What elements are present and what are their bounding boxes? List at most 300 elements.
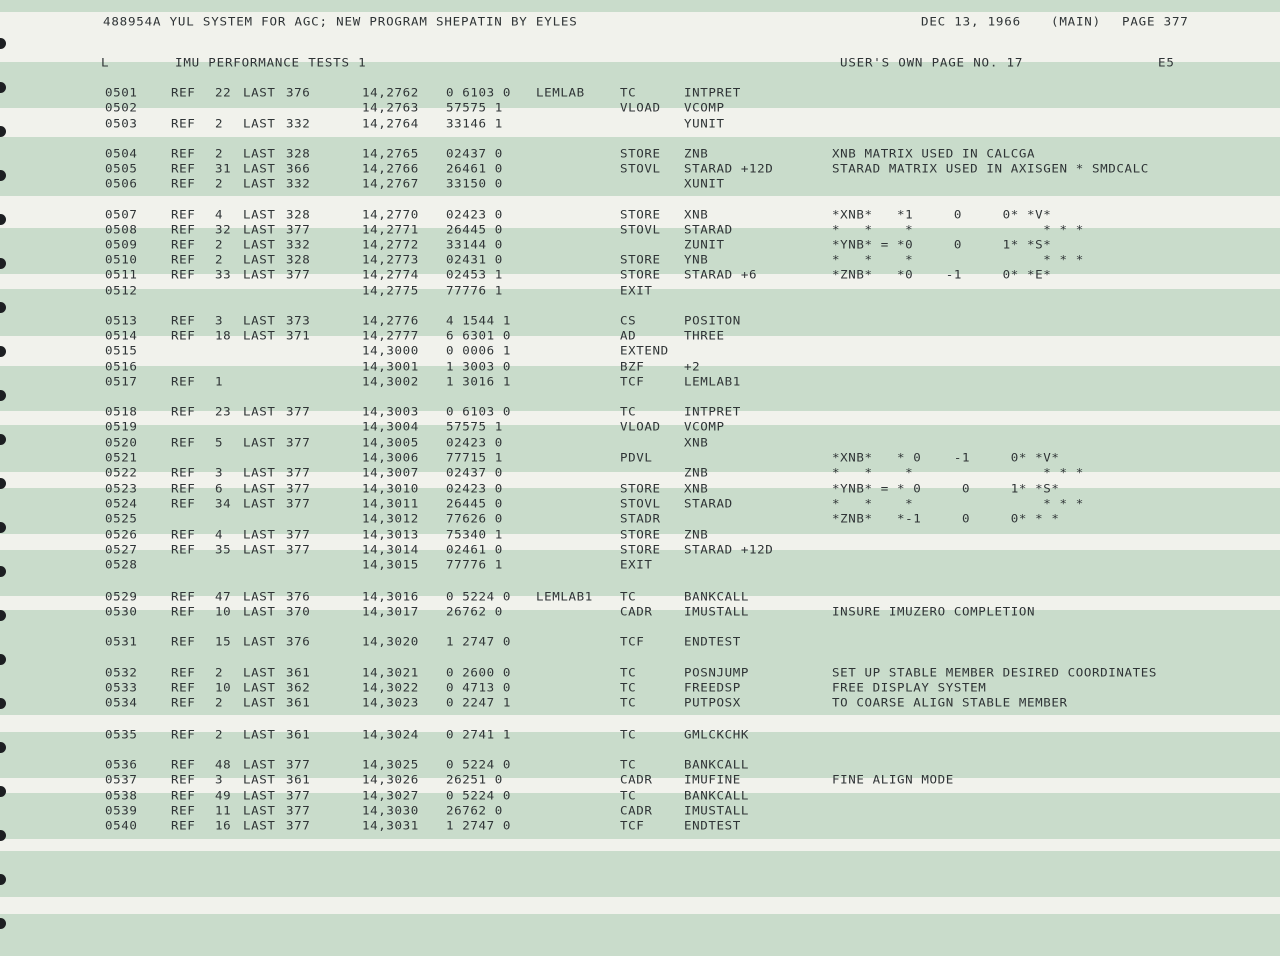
feed-hole-icon	[0, 346, 6, 357]
line-number: 0535	[105, 727, 138, 742]
feed-hole-icon	[0, 390, 6, 401]
opcode: VLOAD	[620, 419, 661, 434]
section-title: IMU PERFORMANCE TESTS 1	[175, 55, 367, 70]
opcode: TC	[620, 695, 637, 710]
last-page: 361	[286, 665, 311, 680]
listing-l-marker: L	[101, 55, 110, 70]
listing-main-marker: (MAIN)	[1051, 14, 1101, 29]
line-number: 0515	[105, 343, 138, 358]
ref-count: 3	[215, 465, 224, 480]
address: 14,3006	[362, 450, 419, 465]
address: 14,3002	[362, 374, 419, 389]
last-marker: LAST	[243, 665, 276, 680]
greenbar-stripe	[0, 851, 1280, 897]
operand: BANKCALL	[684, 757, 750, 772]
octal-word: 75340 1	[446, 527, 503, 542]
opcode: CADR	[620, 803, 653, 818]
ref-marker: REF	[171, 465, 196, 480]
address: 14,3030	[362, 803, 419, 818]
opcode: STORE	[620, 527, 661, 542]
last-marker: LAST	[243, 542, 276, 557]
line-number: 0540	[105, 818, 138, 833]
listing-header-title: 488954A YUL SYSTEM FOR AGC; NEW PROGRAM SHEPATIN BY EYLES	[103, 14, 578, 29]
last-page: 371	[286, 328, 311, 343]
octal-word: 77776 1	[446, 557, 503, 572]
opcode: TCF	[620, 634, 645, 649]
operand: BANKCALL	[684, 589, 750, 604]
line-number: 0507	[105, 207, 138, 222]
last-page: 377	[286, 757, 311, 772]
ref-marker: REF	[171, 589, 196, 604]
feed-hole-icon	[0, 830, 6, 841]
last-marker: LAST	[243, 176, 276, 191]
last-marker: LAST	[243, 465, 276, 480]
line-number: 0505	[105, 161, 138, 176]
address: 14,2767	[362, 176, 419, 191]
operand: ENDTEST	[684, 818, 741, 833]
last-marker: LAST	[243, 803, 276, 818]
operand: XNB	[684, 435, 709, 450]
opcode: STOVL	[620, 161, 661, 176]
ref-count: 2	[215, 727, 224, 742]
operand: ZNB	[684, 527, 709, 542]
address: 14,3027	[362, 788, 419, 803]
last-marker: LAST	[243, 207, 276, 222]
feed-hole-icon	[0, 478, 6, 489]
comment: * * * * * *	[832, 252, 1084, 267]
last-page: 377	[286, 267, 311, 282]
opcode: STORE	[620, 252, 661, 267]
octal-word: 0 6103 0	[446, 404, 512, 419]
comment: SET UP STABLE MEMBER DESIRED COORDINATES	[832, 665, 1158, 680]
last-marker: LAST	[243, 222, 276, 237]
line-number: 0506	[105, 176, 138, 191]
address: 14,2765	[362, 146, 419, 161]
address: 14,3024	[362, 727, 419, 742]
ref-marker: REF	[171, 680, 196, 695]
address: 14,3016	[362, 589, 419, 604]
octal-word: 1 3003 0	[446, 359, 512, 374]
operand: IMUSTALL	[684, 803, 750, 818]
last-page: 332	[286, 176, 311, 191]
opcode: TC	[620, 85, 637, 100]
feed-hole-icon	[0, 434, 6, 445]
listing-page-number: PAGE 377	[1122, 14, 1189, 29]
tractor-feed-holes	[0, 0, 10, 956]
opcode: EXIT	[620, 283, 653, 298]
operand: IMUFINE	[684, 772, 741, 787]
opcode: TC	[620, 665, 637, 680]
last-marker: LAST	[243, 589, 276, 604]
octal-word: 1 3016 1	[446, 374, 512, 389]
octal-word: 4 1544 1	[446, 313, 512, 328]
ref-count: 16	[215, 818, 232, 833]
opcode: TC	[620, 680, 637, 695]
last-page: 361	[286, 695, 311, 710]
opcode: STORE	[620, 542, 661, 557]
address: 14,3017	[362, 604, 419, 619]
opcode: TC	[620, 589, 637, 604]
operand: XNB	[684, 481, 709, 496]
operand: INTPRET	[684, 404, 741, 419]
feed-hole-icon	[0, 918, 6, 929]
operand: YNB	[684, 252, 709, 267]
ref-count: 18	[215, 328, 232, 343]
line-number: 0536	[105, 757, 138, 772]
feed-hole-icon	[0, 786, 6, 797]
address: 14,3003	[362, 404, 419, 419]
line-number: 0504	[105, 146, 138, 161]
comment: FREE DISPLAY SYSTEM	[832, 680, 987, 695]
ref-marker: REF	[171, 772, 196, 787]
last-marker: LAST	[243, 788, 276, 803]
ref-marker: REF	[171, 176, 196, 191]
line-number: 0527	[105, 542, 138, 557]
last-page: 373	[286, 313, 311, 328]
last-marker: LAST	[243, 85, 276, 100]
last-page: 366	[286, 161, 311, 176]
line-number: 0518	[105, 404, 138, 419]
ref-count: 2	[215, 252, 224, 267]
operand: THREE	[684, 328, 725, 343]
feed-hole-icon	[0, 38, 6, 49]
opcode: TCF	[620, 374, 645, 389]
operand: INTPRET	[684, 85, 741, 100]
last-page: 328	[286, 252, 311, 267]
symbol-label: LEMLAB1	[536, 589, 593, 604]
last-marker: LAST	[243, 772, 276, 787]
ref-count: 6	[215, 481, 224, 496]
ref-marker: REF	[171, 85, 196, 100]
octal-word: 0 2600 0	[446, 665, 512, 680]
octal-word: 02431 0	[446, 252, 503, 267]
last-page: 332	[286, 116, 311, 131]
last-page: 328	[286, 207, 311, 222]
comment: *XNB* * 0 -1 0* *V*	[832, 450, 1060, 465]
address: 14,2776	[362, 313, 419, 328]
ref-count: 1	[215, 374, 224, 389]
line-number: 0520	[105, 435, 138, 450]
opcode: AD	[620, 328, 637, 343]
ref-count: 47	[215, 589, 232, 604]
octal-word: 26445 0	[446, 496, 503, 511]
operand: STARAD +12D	[684, 542, 774, 557]
address: 14,3020	[362, 634, 419, 649]
ref-count: 2	[215, 695, 224, 710]
comment: *YNB* = * 0 0 1* *S*	[832, 481, 1060, 496]
ref-count: 33	[215, 267, 232, 282]
comment: INSURE IMUZERO COMPLETION	[832, 604, 1036, 619]
address: 14,2775	[362, 283, 419, 298]
last-marker: LAST	[243, 727, 276, 742]
last-page: 376	[286, 589, 311, 604]
ref-marker: REF	[171, 116, 196, 131]
octal-word: 77776 1	[446, 283, 503, 298]
address: 14,2764	[362, 116, 419, 131]
last-page: 328	[286, 146, 311, 161]
last-marker: LAST	[243, 252, 276, 267]
ref-marker: REF	[171, 542, 196, 557]
line-number: 0529	[105, 589, 138, 604]
line-number: 0528	[105, 557, 138, 572]
section-code: E5	[1158, 55, 1175, 70]
address: 14,3000	[362, 343, 419, 358]
operand: LEMLAB1	[684, 374, 741, 389]
operand: STARAD	[684, 222, 733, 237]
ref-marker: REF	[171, 161, 196, 176]
greenbar-stripe	[0, 914, 1280, 956]
feed-hole-icon	[0, 874, 6, 885]
last-page: 377	[286, 803, 311, 818]
operand: YUNIT	[684, 116, 725, 131]
line-number: 0524	[105, 496, 138, 511]
last-marker: LAST	[243, 404, 276, 419]
last-page: 377	[286, 788, 311, 803]
last-page: 377	[286, 435, 311, 450]
octal-word: 33144 0	[446, 237, 503, 252]
ref-marker: REF	[171, 404, 196, 419]
opcode: PDVL	[620, 450, 653, 465]
opcode: CS	[620, 313, 637, 328]
line-number: 0526	[105, 527, 138, 542]
operand: STARAD +12D	[684, 161, 774, 176]
ref-count: 2	[215, 237, 224, 252]
comment: * * * * * *	[832, 465, 1084, 480]
line-number: 0537	[105, 772, 138, 787]
line-number: 0521	[105, 450, 138, 465]
opcode: TC	[620, 404, 637, 419]
address: 14,3005	[362, 435, 419, 450]
opcode: EXIT	[620, 557, 653, 572]
comment: FINE ALIGN MODE	[832, 772, 954, 787]
octal-word: 77626 0	[446, 511, 503, 526]
octal-word: 02437 0	[446, 146, 503, 161]
last-marker: LAST	[243, 604, 276, 619]
last-page: 361	[286, 727, 311, 742]
address: 14,3014	[362, 542, 419, 557]
comment: *ZNB* *0 -1 0* *E*	[832, 267, 1052, 282]
line-number: 0532	[105, 665, 138, 680]
operand: ZNB	[684, 146, 709, 161]
ref-marker: REF	[171, 237, 196, 252]
ref-count: 35	[215, 542, 232, 557]
octal-word: 1 2747 0	[446, 634, 512, 649]
last-marker: LAST	[243, 634, 276, 649]
operand: IMUSTALL	[684, 604, 750, 619]
feed-hole-icon	[0, 82, 6, 93]
last-page: 377	[286, 542, 311, 557]
octal-word: 26445 0	[446, 222, 503, 237]
ref-marker: REF	[171, 481, 196, 496]
operand: ZUNIT	[684, 237, 725, 252]
octal-word: 0 0006 1	[446, 343, 512, 358]
feed-hole-icon	[0, 742, 6, 753]
listing-date: DEC 13, 1966	[921, 14, 1021, 29]
ref-marker: REF	[171, 788, 196, 803]
operand: STARAD +6	[684, 267, 758, 282]
operand: PUTPOSX	[684, 695, 741, 710]
ref-count: 2	[215, 146, 224, 161]
operand: POSITON	[684, 313, 741, 328]
ref-marker: REF	[171, 695, 196, 710]
opcode: STADR	[620, 511, 661, 526]
line-number: 0502	[105, 100, 138, 115]
last-page: 332	[286, 237, 311, 252]
ref-marker: REF	[171, 634, 196, 649]
comment: TO COARSE ALIGN STABLE MEMBER	[832, 695, 1068, 710]
opcode: STOVL	[620, 496, 661, 511]
octal-word: 02423 0	[446, 481, 503, 496]
ref-marker: REF	[171, 267, 196, 282]
address: 14,3015	[362, 557, 419, 572]
address: 14,2766	[362, 161, 419, 176]
comment: XNB MATRIX USED IN CALCGA	[832, 146, 1036, 161]
ref-count: 4	[215, 207, 224, 222]
octal-word: 0 5224 0	[446, 788, 512, 803]
line-number: 0514	[105, 328, 138, 343]
feed-hole-icon	[0, 302, 6, 313]
address: 14,3022	[362, 680, 419, 695]
operand: VCOMP	[684, 419, 725, 434]
ref-marker: REF	[171, 252, 196, 267]
last-marker: LAST	[243, 496, 276, 511]
opcode: CADR	[620, 772, 653, 787]
operand: BANKCALL	[684, 788, 750, 803]
last-page: 376	[286, 634, 311, 649]
operand: GMLCKCHK	[684, 727, 750, 742]
last-marker: LAST	[243, 146, 276, 161]
line-number: 0501	[105, 85, 138, 100]
operand: +2	[684, 359, 701, 374]
operand: VCOMP	[684, 100, 725, 115]
octal-word: 0 5224 0	[446, 757, 512, 772]
address: 14,3013	[362, 527, 419, 542]
line-number: 0530	[105, 604, 138, 619]
ref-count: 10	[215, 680, 232, 695]
line-number: 0509	[105, 237, 138, 252]
ref-marker: REF	[171, 757, 196, 772]
octal-word: 02453 1	[446, 267, 503, 282]
line-number: 0513	[105, 313, 138, 328]
ref-marker: REF	[171, 146, 196, 161]
comment: *ZNB* *-1 0 0* * *	[832, 511, 1060, 526]
line-number: 0517	[105, 374, 138, 389]
line-number: 0516	[105, 359, 138, 374]
address: 14,2773	[362, 252, 419, 267]
last-page: 377	[286, 527, 311, 542]
octal-word: 26461 0	[446, 161, 503, 176]
octal-word: 6 6301 0	[446, 328, 512, 343]
ref-marker: REF	[171, 496, 196, 511]
last-page: 362	[286, 680, 311, 695]
opcode: STORE	[620, 146, 661, 161]
symbol-label: LEMLAB	[536, 85, 585, 100]
address: 14,3004	[362, 419, 419, 434]
ref-count: 23	[215, 404, 232, 419]
octal-word: 02437 0	[446, 465, 503, 480]
feed-hole-icon	[0, 698, 6, 709]
ref-marker: REF	[171, 222, 196, 237]
last-page: 370	[286, 604, 311, 619]
octal-word: 0 2741 1	[446, 727, 512, 742]
operand: FREEDSP	[684, 680, 741, 695]
last-page: 377	[286, 496, 311, 511]
comment: STARAD MATRIX USED IN AXISGEN * SMDCALC	[832, 161, 1149, 176]
ref-count: 31	[215, 161, 232, 176]
last-page: 377	[286, 222, 311, 237]
ref-count: 4	[215, 527, 224, 542]
last-page: 377	[286, 465, 311, 480]
last-marker: LAST	[243, 328, 276, 343]
comment: * * * * * *	[832, 496, 1084, 511]
octal-word: 26762 0	[446, 803, 503, 818]
line-number: 0522	[105, 465, 138, 480]
opcode: STORE	[620, 267, 661, 282]
octal-word: 57575 1	[446, 419, 503, 434]
ref-count: 3	[215, 772, 224, 787]
last-marker: LAST	[243, 695, 276, 710]
feed-hole-icon	[0, 126, 6, 137]
opcode: TC	[620, 727, 637, 742]
line-number: 0525	[105, 511, 138, 526]
last-marker: LAST	[243, 481, 276, 496]
operand: ZNB	[684, 465, 709, 480]
line-number: 0534	[105, 695, 138, 710]
octal-word: 26251 0	[446, 772, 503, 787]
operand: STARAD	[684, 496, 733, 511]
ref-count: 15	[215, 634, 232, 649]
opcode: TCF	[620, 818, 645, 833]
operand: XUNIT	[684, 176, 725, 191]
ref-count: 10	[215, 604, 232, 619]
opcode: STORE	[620, 481, 661, 496]
octal-word: 26762 0	[446, 604, 503, 619]
address: 14,2770	[362, 207, 419, 222]
last-page: 361	[286, 772, 311, 787]
line-number: 0533	[105, 680, 138, 695]
address: 14,2762	[362, 85, 419, 100]
opcode: STOVL	[620, 222, 661, 237]
feed-hole-icon	[0, 170, 6, 181]
ref-count: 48	[215, 757, 232, 772]
line-number: 0510	[105, 252, 138, 267]
ref-marker: REF	[171, 313, 196, 328]
ref-marker: REF	[171, 435, 196, 450]
last-marker: LAST	[243, 313, 276, 328]
line-number: 0512	[105, 283, 138, 298]
line-number: 0519	[105, 419, 138, 434]
line-number: 0508	[105, 222, 138, 237]
address: 14,3023	[362, 695, 419, 710]
address: 14,2777	[362, 328, 419, 343]
octal-word: 0 2247 1	[446, 695, 512, 710]
address: 14,3021	[362, 665, 419, 680]
address: 14,2771	[362, 222, 419, 237]
opcode: TC	[620, 757, 637, 772]
octal-word: 33150 0	[446, 176, 503, 191]
ref-count: 11	[215, 803, 232, 818]
line-number: 0511	[105, 267, 138, 282]
address: 14,3007	[362, 465, 419, 480]
address: 14,2772	[362, 237, 419, 252]
last-marker: LAST	[243, 757, 276, 772]
greenbar-stripe	[0, 0, 1280, 12]
feed-hole-icon	[0, 654, 6, 665]
line-number: 0523	[105, 481, 138, 496]
octal-word: 0 6103 0	[446, 85, 512, 100]
opcode: BZF	[620, 359, 645, 374]
last-page: 376	[286, 85, 311, 100]
